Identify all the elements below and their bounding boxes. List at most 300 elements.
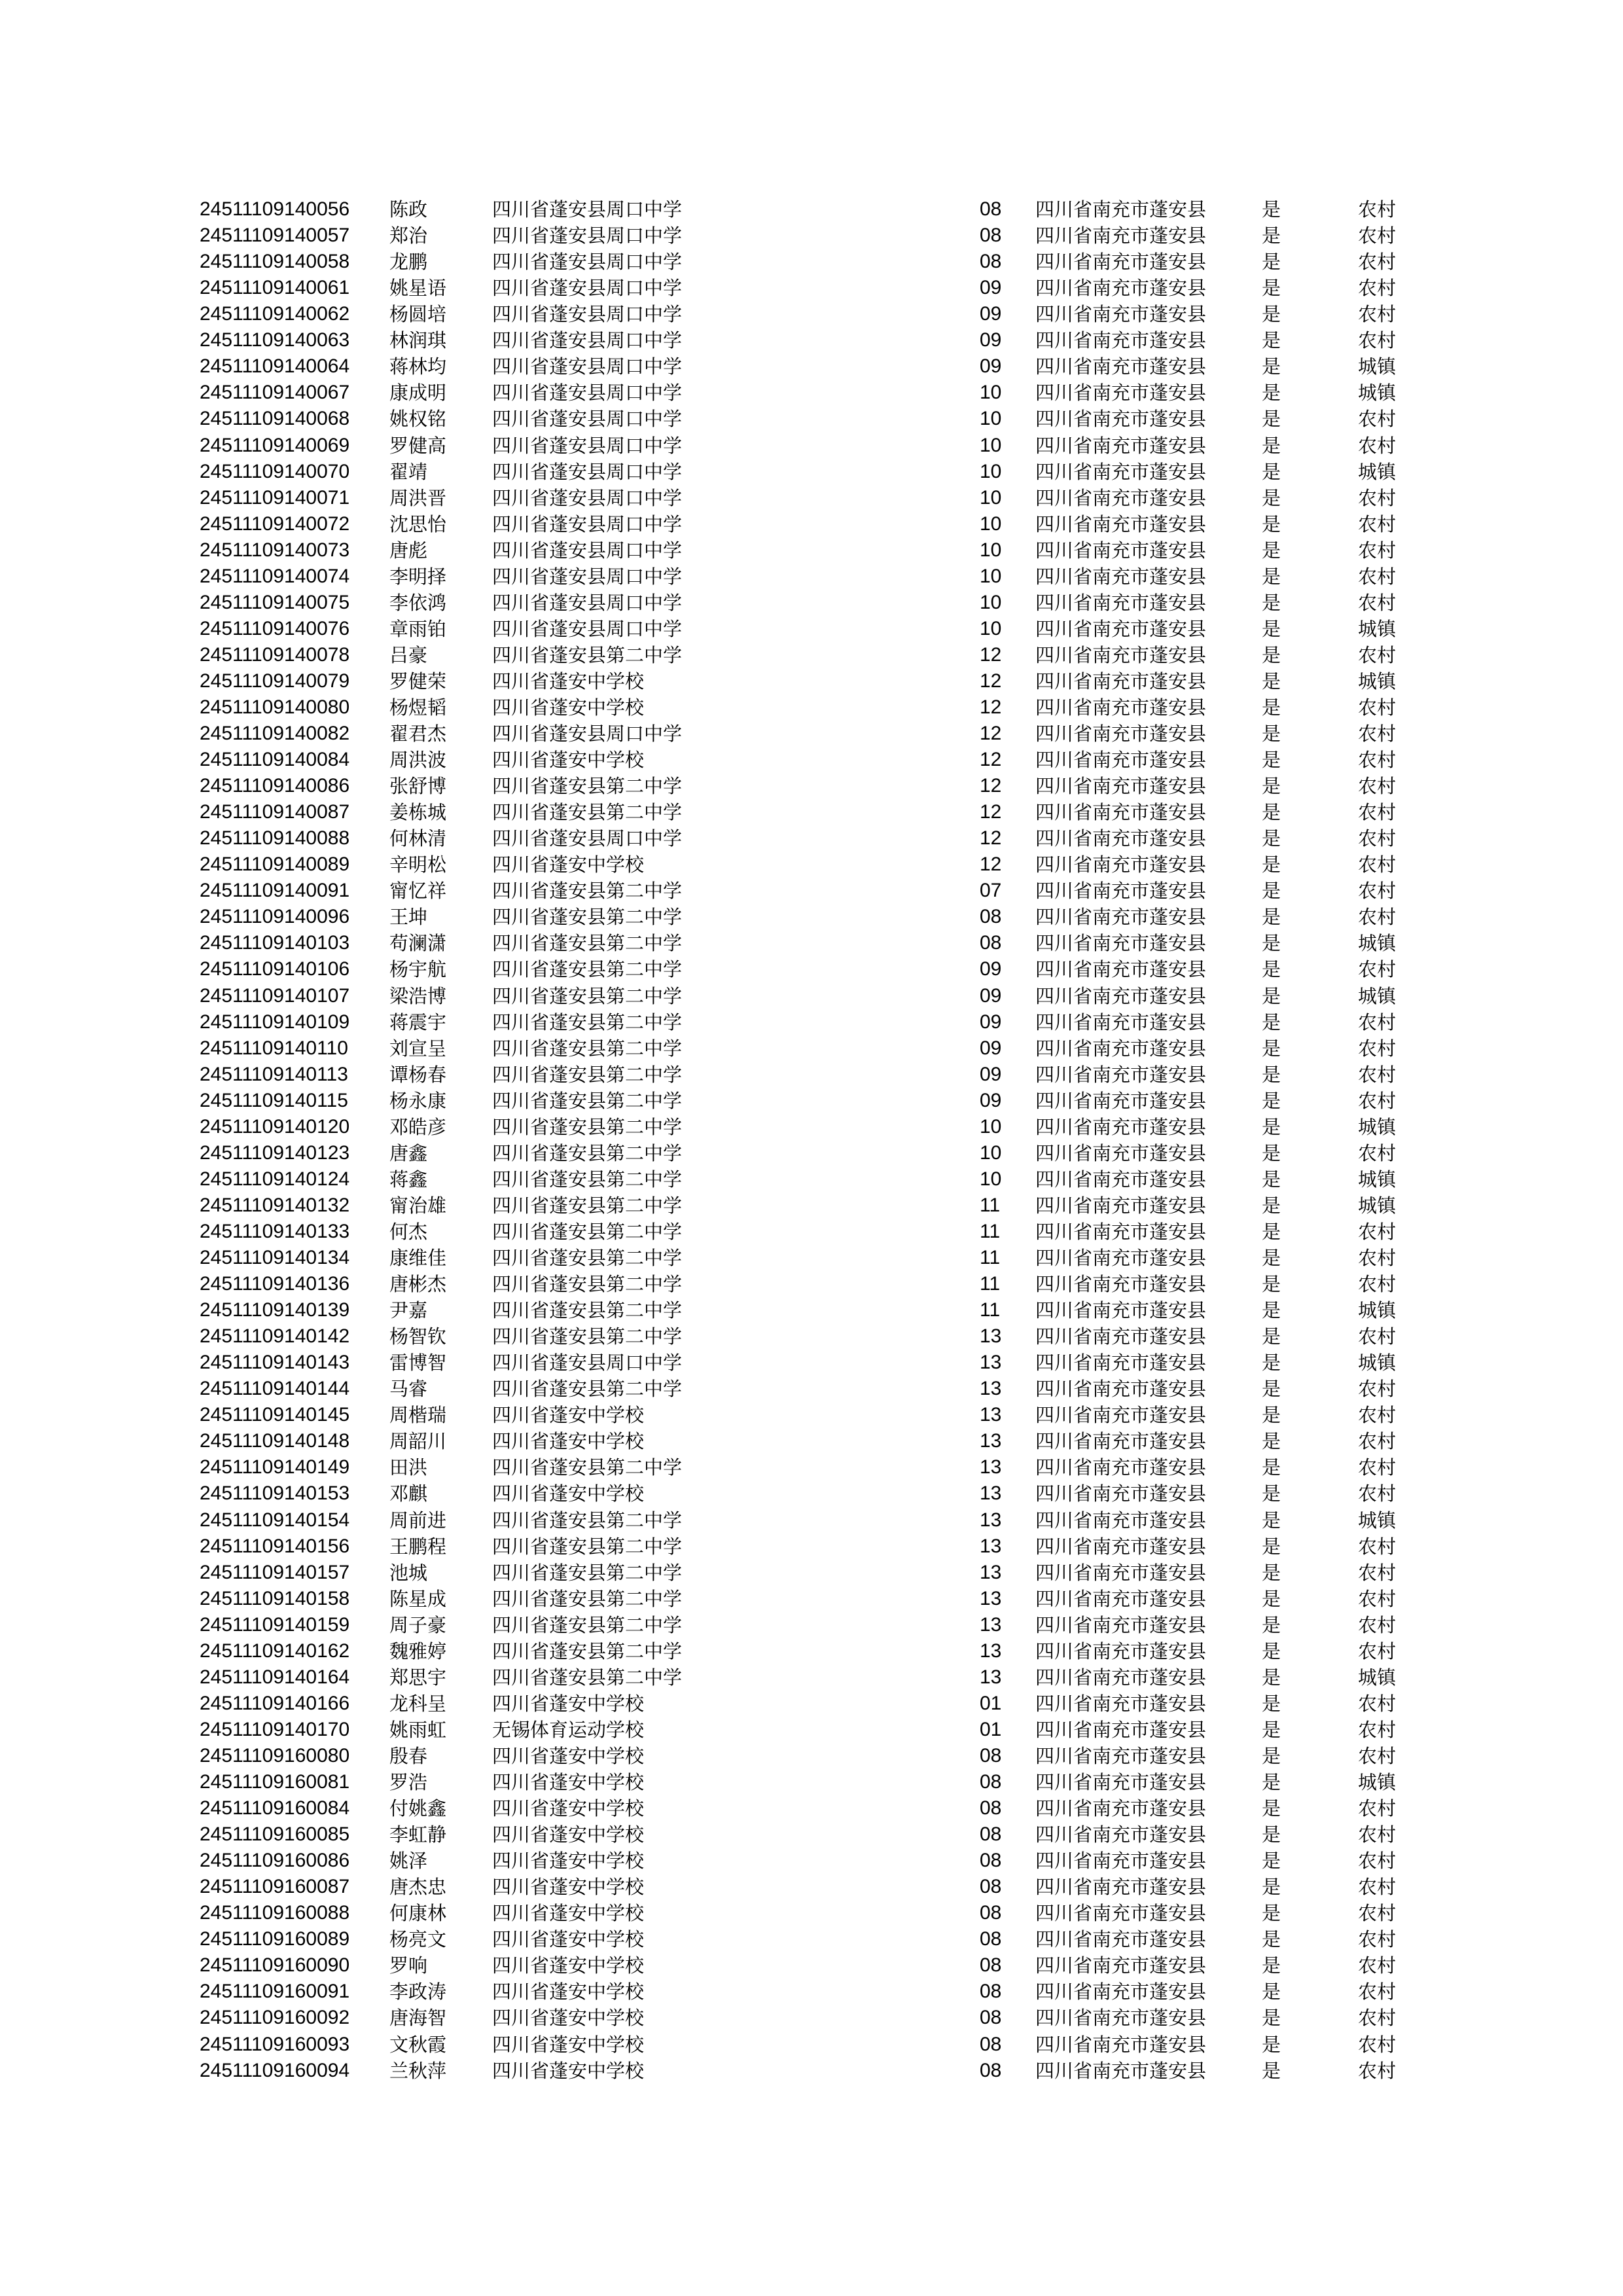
student-name: 田洪 — [389, 1456, 428, 1479]
flag: 是 — [1262, 512, 1281, 535]
student-id: 24511109140061 — [200, 277, 350, 299]
grade-code: 13 — [980, 1640, 1002, 1662]
school-name: 四川省蓬安县第二中学 — [492, 880, 683, 903]
student-name: 罗浩 — [389, 1771, 428, 1793]
address: 四川省南充市蓬安县 — [1035, 1482, 1207, 1505]
area-type: 农村 — [1358, 1220, 1397, 1243]
grade-code: 11 — [980, 1247, 1001, 1268]
grade-code: 08 — [980, 2033, 1002, 2055]
student-id: 24511109140154 — [200, 1509, 350, 1531]
student-id: 24511109140132 — [200, 1194, 350, 1216]
grade-code: 08 — [980, 1771, 1002, 1793]
school-name: 四川省蓬安县周口中学 — [492, 617, 683, 640]
student-name: 李政涛 — [389, 1981, 447, 2003]
table-row — [0, 537, 1623, 564]
address: 四川省南充市蓬安县 — [1035, 1141, 1207, 1164]
area-type: 城镇 — [1358, 1771, 1397, 1793]
student-id: 24511109140113 — [200, 1063, 348, 1085]
student-id: 24511109140153 — [200, 1482, 350, 1505]
student-name: 王坤 — [389, 906, 428, 929]
school-name: 四川省蓬安中学校 — [492, 853, 645, 876]
area-type: 农村 — [1358, 643, 1397, 666]
student-name: 唐彬杰 — [389, 1273, 447, 1295]
area-type: 农村 — [1358, 329, 1397, 352]
flag: 是 — [1262, 1692, 1281, 1715]
flag: 是 — [1262, 1089, 1281, 1112]
table-row — [0, 694, 1623, 721]
grade-code: 10 — [980, 382, 1002, 404]
flag: 是 — [1262, 1037, 1281, 1060]
grade-code: 12 — [980, 827, 1002, 850]
student-id: 24511109160086 — [200, 1850, 350, 1872]
address: 四川省南充市蓬安县 — [1035, 1640, 1207, 1662]
flag: 是 — [1262, 1247, 1281, 1269]
area-type: 城镇 — [1358, 1115, 1397, 1138]
student-name: 康维佳 — [389, 1247, 447, 1269]
table-row — [0, 2005, 1623, 2031]
flag: 是 — [1262, 1194, 1281, 1217]
student-id: 24511109140103 — [200, 932, 350, 954]
school-name: 四川省蓬安县周口中学 — [492, 303, 683, 326]
student-id: 24511109140072 — [200, 512, 350, 535]
area-type: 农村 — [1358, 1063, 1397, 1086]
school-name: 四川省蓬安县第二中学 — [492, 1325, 683, 1348]
student-name: 姚权铭 — [389, 408, 447, 431]
student-id: 24511109140133 — [200, 1220, 350, 1242]
school-name: 四川省蓬安县周口中学 — [492, 329, 683, 352]
student-id: 24511109140170 — [200, 1718, 350, 1740]
address: 四川省南充市蓬安县 — [1035, 1876, 1207, 1899]
school-name: 四川省蓬安县第二中学 — [492, 1141, 683, 1164]
student-name: 王鹏程 — [389, 1535, 447, 1558]
area-type: 农村 — [1358, 880, 1397, 903]
area-type: 农村 — [1358, 1954, 1397, 1977]
student-id: 24511109140144 — [200, 1378, 350, 1400]
flag: 是 — [1262, 2033, 1281, 2056]
flag: 是 — [1262, 1797, 1281, 1820]
address: 四川省南充市蓬安县 — [1035, 1378, 1207, 1401]
school-name: 四川省蓬安县第二中学 — [492, 1011, 683, 1033]
table-row — [0, 983, 1623, 1009]
student-name: 罗响 — [389, 1954, 428, 1977]
student-id: 24511109140134 — [200, 1247, 350, 1268]
student-name: 兰秋萍 — [389, 2059, 447, 2082]
student-id: 24511109160088 — [200, 1902, 350, 1924]
grade-code: 13 — [980, 1561, 1002, 1583]
area-type: 农村 — [1358, 2007, 1397, 2030]
school-name: 四川省蓬安中学校 — [492, 1902, 645, 1925]
table-row — [0, 1009, 1623, 1035]
area-type: 农村 — [1358, 1535, 1397, 1558]
table-row — [0, 1297, 1623, 1323]
student-name: 郑思宇 — [389, 1666, 447, 1689]
student-id: 24511109160092 — [200, 2007, 350, 2029]
flag: 是 — [1262, 1640, 1281, 1662]
student-name: 唐海智 — [389, 2007, 447, 2030]
grade-code: 12 — [980, 670, 1002, 692]
area-type: 农村 — [1358, 1587, 1397, 1610]
flag: 是 — [1262, 932, 1281, 955]
address: 四川省南充市蓬安县 — [1035, 1037, 1207, 1060]
table-row — [0, 799, 1623, 825]
grade-code: 09 — [980, 958, 1002, 980]
grade-code: 07 — [980, 880, 1002, 902]
student-id: 24511109140068 — [200, 408, 350, 430]
address: 四川省南充市蓬安县 — [1035, 1981, 1207, 2003]
flag: 是 — [1262, 408, 1281, 431]
student-id: 24511109140087 — [200, 801, 350, 823]
student-id: 24511109140074 — [200, 565, 350, 587]
school-name: 四川省蓬安中学校 — [492, 1692, 645, 1715]
address: 四川省南充市蓬安县 — [1035, 1168, 1207, 1191]
flag: 是 — [1262, 1535, 1281, 1558]
grade-code: 08 — [980, 1744, 1002, 1767]
address: 四川省南充市蓬安县 — [1035, 460, 1207, 483]
table-row — [0, 485, 1623, 511]
school-name: 四川省蓬安县第二中学 — [492, 958, 683, 981]
address: 四川省南充市蓬安县 — [1035, 591, 1207, 614]
student-id: 24511109140070 — [200, 460, 350, 482]
school-name: 四川省蓬安县第二中学 — [492, 1089, 683, 1112]
student-name: 罗健高 — [389, 434, 447, 457]
table-row — [0, 1271, 1623, 1297]
area-type: 农村 — [1358, 486, 1397, 509]
student-id: 24511109140139 — [200, 1299, 350, 1321]
school-name: 四川省蓬安中学校 — [492, 1430, 645, 1453]
student-name: 章雨铂 — [389, 617, 447, 640]
student-name: 何杰 — [389, 1220, 428, 1243]
flag: 是 — [1262, 670, 1281, 692]
address: 四川省南充市蓬安县 — [1035, 827, 1207, 850]
flag: 是 — [1262, 329, 1281, 352]
flag: 是 — [1262, 1771, 1281, 1793]
student-name: 杨宇航 — [389, 958, 447, 981]
grade-code: 13 — [980, 1666, 1002, 1688]
table-row — [0, 301, 1623, 327]
table-row — [0, 275, 1623, 301]
area-type: 农村 — [1358, 565, 1397, 588]
flag: 是 — [1262, 1850, 1281, 1873]
student-name: 何林清 — [389, 827, 447, 850]
table-row — [0, 773, 1623, 799]
area-type: 农村 — [1358, 1744, 1397, 1767]
student-id: 24511109140088 — [200, 827, 350, 850]
address: 四川省南充市蓬安县 — [1035, 1535, 1207, 1558]
student-name: 沈思怡 — [389, 512, 447, 535]
grade-code: 08 — [980, 1928, 1002, 1950]
student-id: 24511109160085 — [200, 1823, 350, 1846]
address: 四川省南充市蓬安县 — [1035, 1587, 1207, 1610]
table-row — [0, 1691, 1623, 1717]
grade-code: 09 — [980, 329, 1002, 351]
grade-code: 09 — [980, 1011, 1002, 1033]
student-id: 24511109140107 — [200, 984, 350, 1007]
student-name: 翟靖 — [389, 460, 428, 483]
grade-code: 12 — [980, 853, 1002, 876]
grade-code: 12 — [980, 801, 1002, 823]
student-name: 周楷瑞 — [389, 1404, 447, 1427]
student-name: 康成明 — [389, 382, 447, 404]
address: 四川省南充市蓬安县 — [1035, 1850, 1207, 1873]
table-row — [0, 668, 1623, 694]
student-name: 姚雨虹 — [389, 1718, 447, 1741]
area-type: 城镇 — [1358, 1299, 1397, 1322]
school-name: 四川省蓬安县第二中学 — [492, 1561, 683, 1584]
school-name: 四川省蓬安县第二中学 — [492, 1115, 683, 1138]
area-type: 农村 — [1358, 1089, 1397, 1112]
area-type: 农村 — [1358, 1273, 1397, 1295]
flag: 是 — [1262, 1509, 1281, 1532]
grade-code: 08 — [980, 2007, 1002, 2029]
school-name: 四川省蓬安县第二中学 — [492, 1535, 683, 1558]
grade-code: 08 — [980, 932, 1002, 954]
table-row — [0, 1193, 1623, 1219]
area-type: 农村 — [1358, 1981, 1397, 2003]
address: 四川省南充市蓬安县 — [1035, 1299, 1207, 1322]
student-id: 24511109140062 — [200, 303, 350, 325]
flag: 是 — [1262, 251, 1281, 274]
grade-code: 13 — [980, 1430, 1002, 1452]
address: 四川省南充市蓬安县 — [1035, 1352, 1207, 1374]
area-type: 农村 — [1358, 1378, 1397, 1401]
school-name: 四川省蓬安县第二中学 — [492, 1666, 683, 1689]
school-name: 四川省蓬安中学校 — [492, 1876, 645, 1899]
student-name: 蒋震宇 — [389, 1011, 447, 1033]
flag: 是 — [1262, 1378, 1281, 1401]
table-row — [0, 1088, 1623, 1114]
school-name: 四川省蓬安县第二中学 — [492, 643, 683, 666]
grade-code: 10 — [980, 434, 1002, 456]
grade-code: 09 — [980, 303, 1002, 325]
grade-code: 11 — [980, 1299, 1001, 1321]
table-row — [0, 406, 1623, 432]
student-id: 24511109140148 — [200, 1430, 350, 1452]
address: 四川省南充市蓬安县 — [1035, 303, 1207, 326]
flag: 是 — [1262, 1744, 1281, 1767]
table-row — [0, 878, 1623, 904]
student-name: 杨煜韬 — [389, 696, 447, 719]
student-name: 李明择 — [389, 565, 447, 588]
school-name: 四川省蓬安县周口中学 — [492, 408, 683, 431]
student-id: 24511109160080 — [200, 1744, 350, 1767]
area-type: 农村 — [1358, 749, 1397, 771]
area-type: 农村 — [1358, 958, 1397, 981]
address: 四川省南充市蓬安县 — [1035, 565, 1207, 588]
student-name: 苟澜潇 — [389, 932, 447, 955]
student-id: 24511109140079 — [200, 670, 350, 692]
student-name: 吕豪 — [389, 643, 428, 666]
address: 四川省南充市蓬安县 — [1035, 1771, 1207, 1793]
student-id: 24511109140086 — [200, 775, 350, 797]
address: 四川省南充市蓬安县 — [1035, 1823, 1207, 1846]
table-row — [0, 1062, 1623, 1088]
flag: 是 — [1262, 1876, 1281, 1899]
table-row — [0, 1769, 1623, 1795]
student-name: 甯忆祥 — [389, 880, 447, 903]
student-id: 24511109160089 — [200, 1928, 350, 1950]
area-type: 农村 — [1358, 1876, 1397, 1899]
address: 四川省南充市蓬安县 — [1035, 1509, 1207, 1532]
area-type: 城镇 — [1358, 1168, 1397, 1191]
table-row — [0, 1926, 1623, 1952]
student-id: 24511109140063 — [200, 329, 350, 351]
school-name: 四川省蓬安县第二中学 — [492, 1194, 683, 1217]
area-type: 农村 — [1358, 224, 1397, 247]
student-id: 24511109140057 — [200, 224, 350, 247]
student-name: 杨圆培 — [389, 303, 447, 326]
student-id: 24511109140156 — [200, 1535, 350, 1557]
student-id: 24511109140142 — [200, 1325, 350, 1348]
table-row — [0, 852, 1623, 878]
student-name: 姜栋城 — [389, 801, 447, 824]
student-name: 唐鑫 — [389, 1141, 428, 1164]
address: 四川省南充市蓬安县 — [1035, 277, 1207, 300]
address: 四川省南充市蓬安县 — [1035, 512, 1207, 535]
table-row — [0, 1507, 1623, 1534]
address: 四川省南充市蓬安县 — [1035, 198, 1207, 221]
student-name: 周洪波 — [389, 749, 447, 771]
student-id: 24511109140075 — [200, 591, 350, 613]
school-name: 四川省蓬安中学校 — [492, 696, 645, 719]
flag: 是 — [1262, 486, 1281, 509]
school-name: 四川省蓬安中学校 — [492, 1744, 645, 1767]
grade-code: 01 — [980, 1692, 1002, 1714]
table-row — [0, 904, 1623, 930]
grade-code: 12 — [980, 775, 1002, 797]
student-name: 姚星语 — [389, 277, 447, 300]
student-name: 何康林 — [389, 1902, 447, 1925]
student-id: 24511109140149 — [200, 1456, 350, 1479]
student-name: 周洪晋 — [389, 486, 447, 509]
school-name: 四川省蓬安县周口中学 — [492, 198, 683, 221]
school-name: 四川省蓬安县第二中学 — [492, 932, 683, 955]
student-id: 24511109140089 — [200, 853, 350, 876]
student-name: 周前进 — [389, 1509, 447, 1532]
area-type: 农村 — [1358, 277, 1397, 300]
address: 四川省南充市蓬安县 — [1035, 2033, 1207, 2056]
student-name: 蒋林均 — [389, 355, 447, 378]
address: 四川省南充市蓬安县 — [1035, 539, 1207, 562]
flag: 是 — [1262, 1981, 1281, 2003]
address: 四川省南充市蓬安县 — [1035, 984, 1207, 1007]
area-type: 城镇 — [1358, 460, 1397, 483]
grade-code: 08 — [980, 224, 1002, 247]
student-id: 24511109140158 — [200, 1587, 350, 1609]
student-name: 周韶川 — [389, 1430, 447, 1453]
table-row — [0, 249, 1623, 275]
table-row — [0, 1717, 1623, 1743]
area-type: 农村 — [1358, 1011, 1397, 1033]
table-row — [0, 1454, 1623, 1480]
table-row — [0, 1166, 1623, 1193]
area-type: 农村 — [1358, 775, 1397, 798]
address: 四川省南充市蓬安县 — [1035, 801, 1207, 824]
flag: 是 — [1262, 591, 1281, 614]
school-name: 四川省蓬安中学校 — [492, 1981, 645, 2003]
area-type: 农村 — [1358, 1456, 1397, 1479]
student-name: 周子豪 — [389, 1613, 447, 1636]
flag: 是 — [1262, 1561, 1281, 1584]
address: 四川省南充市蓬安县 — [1035, 1613, 1207, 1636]
school-name: 四川省蓬安中学校 — [492, 1771, 645, 1793]
area-type: 农村 — [1358, 696, 1397, 719]
flag: 是 — [1262, 853, 1281, 876]
address: 四川省南充市蓬安县 — [1035, 1089, 1207, 1112]
flag: 是 — [1262, 801, 1281, 824]
grade-code: 13 — [980, 1509, 1002, 1531]
area-type: 城镇 — [1358, 1352, 1397, 1374]
area-type: 城镇 — [1358, 382, 1397, 404]
area-type: 农村 — [1358, 801, 1397, 824]
school-name: 四川省蓬安县周口中学 — [492, 591, 683, 614]
school-name: 四川省蓬安县第二中学 — [492, 1220, 683, 1243]
student-id: 24511109140078 — [200, 643, 350, 666]
area-type: 城镇 — [1358, 1509, 1397, 1532]
flag: 是 — [1262, 696, 1281, 719]
school-name: 四川省蓬安县第二中学 — [492, 906, 683, 929]
table-row — [0, 1664, 1623, 1691]
grade-code: 10 — [980, 591, 1002, 613]
flag: 是 — [1262, 643, 1281, 666]
student-id: 24511109140143 — [200, 1352, 350, 1374]
grade-code: 13 — [980, 1456, 1002, 1479]
area-type: 农村 — [1358, 1850, 1397, 1873]
area-type: 农村 — [1358, 1561, 1397, 1584]
area-type: 农村 — [1358, 1902, 1397, 1925]
area-type: 农村 — [1358, 251, 1397, 274]
student-id: 24511109140124 — [200, 1168, 350, 1190]
table-row — [0, 196, 1623, 223]
table-row — [0, 511, 1623, 537]
student-name: 陈星成 — [389, 1587, 447, 1610]
student-id: 24511109160090 — [200, 1954, 350, 1977]
grade-code: 10 — [980, 1168, 1002, 1190]
student-id: 24511109140166 — [200, 1692, 350, 1714]
area-type: 农村 — [1358, 1613, 1397, 1636]
student-name: 杨智钦 — [389, 1325, 447, 1348]
flag: 是 — [1262, 1666, 1281, 1689]
grade-code: 12 — [980, 723, 1002, 744]
student-name: 翟君杰 — [389, 723, 447, 745]
address: 四川省南充市蓬安县 — [1035, 1561, 1207, 1584]
student-id: 24511109140157 — [200, 1561, 350, 1583]
address: 四川省南充市蓬安县 — [1035, 1247, 1207, 1269]
table-row — [0, 1428, 1623, 1454]
address: 四川省南充市蓬安县 — [1035, 224, 1207, 247]
grade-code: 13 — [980, 1325, 1002, 1348]
address: 四川省南充市蓬安县 — [1035, 617, 1207, 640]
student-id: 24511109140136 — [200, 1273, 350, 1295]
area-type: 农村 — [1358, 853, 1397, 876]
flag: 是 — [1262, 460, 1281, 483]
student-name: 林润琪 — [389, 329, 447, 352]
student-name: 杨永康 — [389, 1089, 447, 1112]
table-row — [0, 1952, 1623, 1979]
student-id: 24511109140164 — [200, 1666, 350, 1688]
school-name: 四川省蓬安县第二中学 — [492, 801, 683, 824]
student-name: 魏雅婷 — [389, 1640, 447, 1662]
student-name: 龙科呈 — [389, 1692, 447, 1715]
table-row — [0, 930, 1623, 956]
grade-code: 08 — [980, 1954, 1002, 1977]
student-id: 24511109140076 — [200, 617, 350, 639]
student-id: 24511109140082 — [200, 723, 350, 744]
student-name: 文秋霞 — [389, 2033, 447, 2056]
school-name: 四川省蓬安县周口中学 — [492, 486, 683, 509]
school-name: 四川省蓬安中学校 — [492, 2033, 645, 2056]
area-type: 农村 — [1358, 2059, 1397, 2082]
area-type: 农村 — [1358, 723, 1397, 745]
